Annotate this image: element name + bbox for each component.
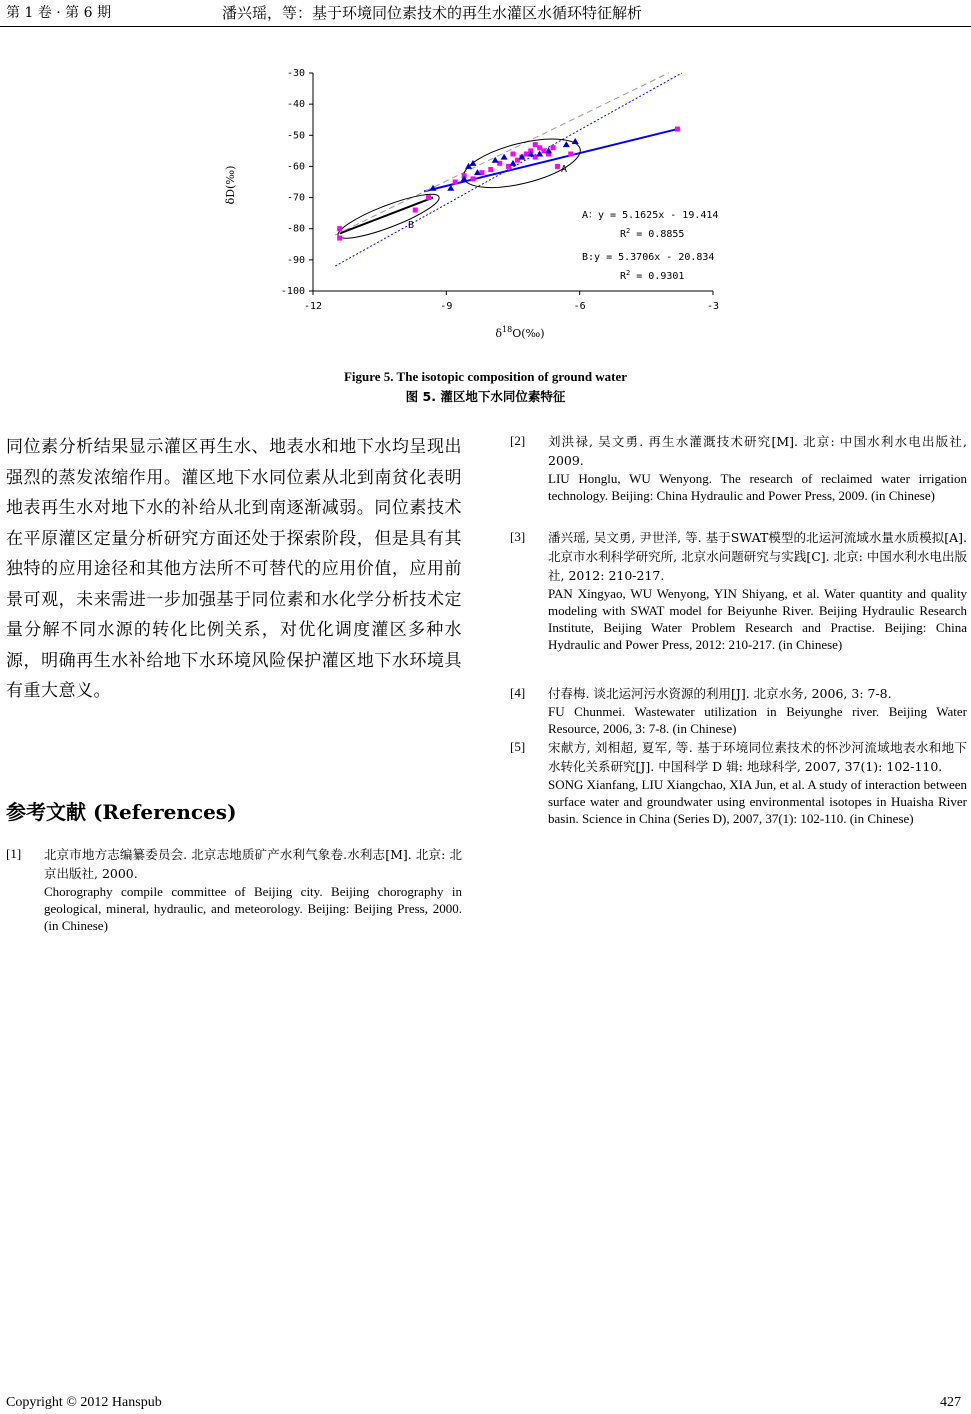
x-tick-label: -3 [706, 301, 720, 312]
reference-number: [2] [510, 433, 526, 448]
y-tick-label: -40 [286, 99, 305, 111]
r2-a-text: R [620, 229, 627, 240]
y-tick-label: -80 [286, 223, 305, 235]
reference-cn: 潘兴瑶, 吴文勇, 尹世洋, 等. 基于SWAT模型的北运河流域水量水质模拟[A]. 北京市水利科学研究所, 北京水问题研究与实践[C]. 北京: 中国水利水电出版社, 2012: 210-217. [548, 530, 967, 583]
r2-b-text: R [620, 271, 627, 282]
reference-en: Chorography compile committee of Beijing city. Beijing chorography in geological, mineral, hydraulic, and meteorology. Beijing: Beijing Press, 2000. (in Chinese) [44, 884, 462, 933]
reference-en: PAN Xingyao, WU Wenyong, YIN Shiyang, et al. Water quantity and quality modeling with SWAT model for Beiyunhe River. Beijing Hydraulic Research Institute, Beijing Water Problem Research and Practise. Beijing: China Hydraulic and Power Press, 2012: 210-217. (in Chinese) [548, 586, 967, 652]
y-tick-label: -60 [286, 161, 305, 173]
data-point-triangle [572, 138, 579, 144]
superscript: 2 [626, 269, 631, 277]
figure-caption-zh: 图 5. 灌区地下水同位素特征 [405, 389, 566, 404]
x-tick-label: -6 [573, 301, 586, 312]
reference-2 [510, 432, 967, 504]
x-tick-label: -9 [440, 301, 453, 312]
data-point-square [533, 142, 538, 147]
group-label-b: B [408, 220, 415, 231]
figure-caption-en: Figure 5. The isotopic composition of ground water [343, 369, 628, 384]
footer-copyright: Copyright © 2012 Hanspub [6, 1395, 162, 1410]
x-tick-label: -12 [303, 301, 323, 312]
reference-number: [5] [510, 739, 526, 754]
reference-cn: 北京市地方志编纂委员会. 北京志地质矿产水利气象卷.水利志[M]. 北京: 北京出版社, 2000. [44, 847, 462, 881]
r2-value: = 0.8855 [630, 229, 685, 240]
reference-number: [4] [510, 685, 526, 700]
equation-a: A：y = 5.1625x - 19.414 [582, 210, 719, 221]
data-point-square [488, 167, 493, 172]
data-point-square [337, 226, 342, 231]
data-point-square [675, 127, 680, 132]
equation-b-r2 [620, 269, 684, 282]
y-axis-label: δD(‰) [224, 165, 237, 205]
data-point-square [426, 195, 431, 200]
b-line [340, 198, 433, 234]
data-point-square [471, 176, 476, 181]
reference-en: SONG Xianfang, LIU Xiangchao, XIA Jun, et al. A study of interaction between surface water and groundwater using environmental isotopes in Huaisha River basin. Science in China (Series D), 2007, 37(1): 102-110. (in Chinese) [548, 777, 967, 826]
data-point-triangle [492, 157, 499, 163]
trend-line [424, 129, 677, 191]
reference-cn: 宋献方, 刘相超, 夏军, 等. 基于环境同位素技术的怀沙河流域地表水和地下水转化关系研究[J]. 中国科学 D 辑: 地球科学, 2007, 37(1): 102-110. [548, 740, 967, 774]
reference-4 [510, 684, 967, 737]
isotope-scatter-chart [210, 55, 750, 355]
reference-en: FU Chunmei. Wastewater utilization in Beiyunghe river. Beijing Water Resource, 2006, 3: 7-8. (in Chinese) [548, 704, 967, 736]
group-label-a: A [561, 164, 568, 175]
data-point-square [337, 236, 342, 241]
reference-3 [510, 528, 967, 653]
x-axis-label: $\delta^{18}O(‰)$ [495, 325, 545, 340]
body-paragraph: 同位素分析结果显示灌区再生水、地表水和地下水均呈现出强烈的蒸发浓缩作用。灌区地下水同位素从北到南贫化表明地表再生水对地下水的补给从北到南逐渐减弱。同位素技术在平原灌区定量分析研究方面还处于探索阶段，但是具有其独特的应用途径和其他方法所不可替代的应用价值，应用前景可观，未来需进一步加强基于同位素和水化学分析技术定量分解不同水源的转化比例关系，对优化调度灌区多种水源，明确再生水补给地下水环境风险保护灌区地下水环境具有重大意义。 [6, 437, 462, 701]
data-point-square [537, 145, 542, 150]
r2-value: = 0.9301 [630, 271, 685, 282]
reference-number: [1] [6, 846, 22, 861]
page-header [0, 0, 971, 27]
y-tick-label: -30 [286, 68, 305, 79]
data-point-square [511, 151, 516, 156]
equation-b: B:y = 5.3706x - 20.834 [582, 252, 715, 263]
reference-en: LIU Honglu, WU Wenyong. The research of reclaimed water irrigation technology. Beijing: China Hydraulic and Power Press, 2009. (in Chinese) [548, 471, 967, 503]
y-tick-label: -70 [286, 192, 305, 204]
data-point-square [551, 145, 556, 150]
reference-cn: 付春梅. 谈北运河污水资源的利用[J]. 北京水务, 2006, 3: 7-8. [548, 686, 892, 701]
references-heading: 参考文献 (References) [6, 800, 237, 824]
running-title: 潘兴瑶，等：基于环境同位素技术的再生水灌区水循环特征解析 [222, 4, 643, 22]
data-point-square [413, 208, 418, 213]
y-tick-label: -50 [286, 130, 305, 142]
volume-issue: 第 1 卷 · 第 6 期 [6, 5, 111, 21]
reference-number: [3] [510, 529, 526, 544]
data-point-square [555, 164, 560, 169]
superscript: 2 [626, 227, 631, 235]
data-point-triangle [563, 141, 570, 147]
reference-5 [510, 738, 967, 827]
data-point-square [568, 151, 573, 156]
y-tick-label: -90 [286, 254, 305, 266]
reference-cn: 刘洪禄, 吴文勇. 再生水灌溉技术研究[M]. 北京: 中国水利水电出版社, 2009. [548, 434, 967, 468]
equation-a-r2 [620, 227, 684, 240]
data-point-square [453, 180, 458, 185]
footer-page-number: 427 [940, 1395, 961, 1410]
y-tick-label: -100 [280, 286, 305, 297]
reference-1 [6, 845, 462, 934]
